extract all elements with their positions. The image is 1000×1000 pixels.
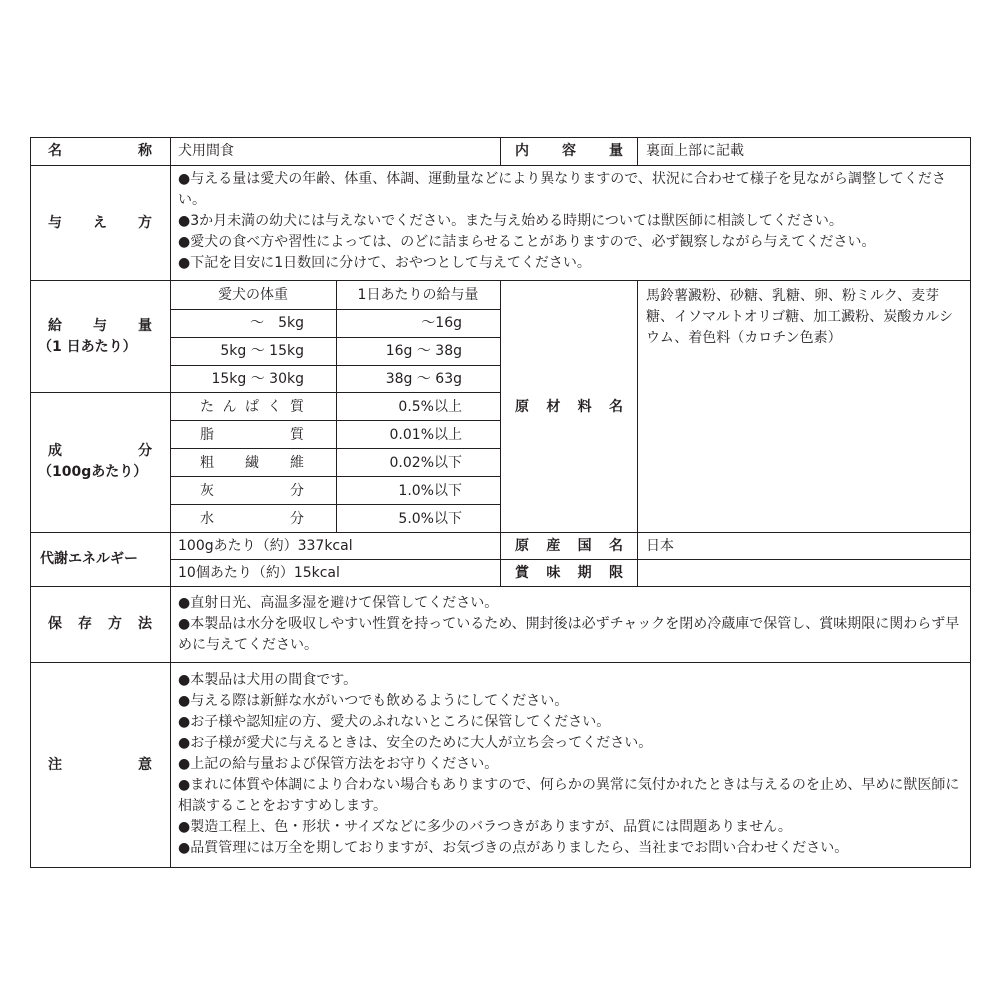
- header-amount: 1日あたりの給与量: [357, 287, 479, 303]
- energy-per-100g: 100gあたり（約）337kcal: [178, 538, 353, 554]
- caution-bullet: ●本製品は犬用の間食です。: [178, 672, 358, 688]
- storage-bullet: ●直射日光、高温多湿を避けて保管してください。: [178, 595, 499, 611]
- feeding-bullet: ●3か月未満の幼犬には与えないでください。また与え始める時期については獣医師に相談してください。: [178, 213, 843, 229]
- name-label: 名 称: [48, 143, 152, 159]
- storage-bullet: ●本製品は水分を吸収しやすい性質を持っているため、開封後は必ずチャックを閉め冷蔵庫で保管し、賞味期限に関わらず早めに与えてください。: [178, 616, 960, 653]
- caution-bullet: ●まれに体質や体調により合わない場合もありますので、何らかの異常に気付かれたときは与えるのを止め、早めに獣医師に相談することをおすすめします。: [178, 777, 960, 814]
- nutrient-value: 0.01%以上: [389, 427, 462, 443]
- nutrient-value: 1.0%以下: [398, 483, 462, 499]
- storage-text: [178, 593, 964, 656]
- feeding-method-label: 与 え 方: [48, 215, 152, 231]
- amount-cell: 16g 〜 38g: [385, 343, 462, 359]
- ingredients-value: 馬鈴薯澱粉、砂糖、乳糖、卵、粉ミルク、麦芽糖、イソマルトオリゴ糖、加工澱粉、炭酸カルシウム、着色料（カロチン色素）: [646, 288, 953, 346]
- ingredients-label: 原 材 料 名: [515, 399, 623, 415]
- composition-sublabel: （100gあたり）: [38, 464, 148, 480]
- nutrient-name: 粗 繊 維: [200, 455, 304, 471]
- contents-value: 裏面上部に記載: [646, 143, 744, 159]
- feeding-bullet: ●愛犬の食べ方や習性によっては、のどに詰まらせることがありますので、必ず観察しながら与えてください。: [178, 234, 876, 250]
- caution-label: 注 意: [48, 757, 152, 773]
- weight-cell: 15kg 〜 30kg: [211, 371, 304, 387]
- origin-value: 日本: [646, 538, 674, 554]
- nutrient-name: 水 分: [200, 511, 304, 527]
- daily-amount-label: 給 与 量: [48, 318, 152, 334]
- contents-label: 内 容 量: [515, 143, 623, 159]
- feeding-method-text: [178, 169, 964, 274]
- caution-bullet: ●品質管理には万全を期しておりますが、お気づきの点がありましたら、当社までお問い合わせください。: [178, 840, 849, 856]
- nutrient-name: 脂 質: [200, 427, 304, 443]
- nutrient-value: 0.02%以下: [389, 455, 462, 471]
- nutrient-name: た ん ぱ く 質: [200, 399, 304, 415]
- composition-label: 成 分: [48, 443, 152, 459]
- nutrient-name: 灰 分: [200, 483, 304, 499]
- caution-bullet: ●与える際は新鮮な水がいつでも飲めるようにしてください。: [178, 693, 569, 709]
- feeding-bullet: ●下記を目安に1日数回に分けて、おやつとして与えてください。: [178, 255, 591, 271]
- feeding-bullet: ●与える量は愛犬の年齢、体重、体調、運動量などにより異なりますので、状況に合わせて様子を見ながら調整してください。: [178, 171, 946, 208]
- nutrient-value: 0.5%以上: [398, 399, 462, 415]
- caution-bullet: ●お子様や認知症の方、愛犬のふれないところに保管してください。: [178, 714, 611, 730]
- weight-cell: 5kg 〜 15kg: [220, 343, 304, 359]
- energy-per-10: 10個あたり（約）15kcal: [178, 565, 340, 581]
- amount-cell: 38g 〜 63g: [385, 371, 462, 387]
- name-value: 犬用間食: [178, 143, 234, 159]
- expiry-label: 賞 味 期 限: [515, 565, 623, 581]
- caution-text: [178, 670, 964, 859]
- caution-bullet: ●上記の給与量および保管方法をお守りください。: [178, 756, 499, 772]
- caution-bullet: ●お子様が愛犬に与えるときは、安全のために大人が立ち会ってください。: [178, 735, 653, 751]
- daily-amount-sublabel: （1 日あたり）: [38, 339, 137, 355]
- header-weight: 愛犬の体重: [218, 287, 288, 303]
- weight-cell: 〜 5kg: [250, 315, 304, 331]
- caution-bullet: ●製造工程上、色・形状・サイズなどに多少のバラつきがありますが、品質には問題ありません。: [178, 819, 792, 835]
- origin-label: 原 産 国 名: [515, 538, 623, 554]
- nutrient-value: 5.0%以下: [398, 511, 462, 527]
- amount-cell: 〜16g: [421, 315, 462, 331]
- storage-label: 保 存 方 法: [48, 616, 152, 632]
- energy-label: 代謝エネルギー: [40, 551, 138, 567]
